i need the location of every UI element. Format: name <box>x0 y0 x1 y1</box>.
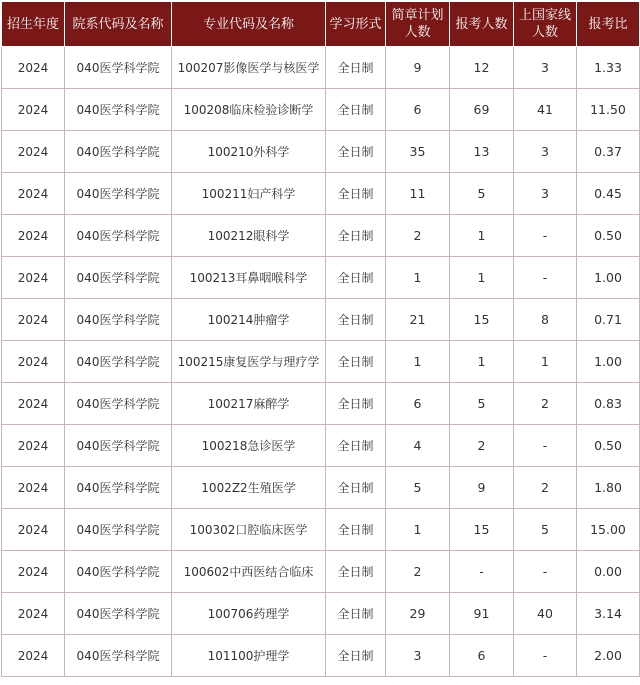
cell-applicant-count: 5 <box>450 173 514 215</box>
cell-applicant-count: 13 <box>450 131 514 173</box>
cell-study-mode: 全日制 <box>326 47 386 89</box>
cell-ratio: 1.80 <box>577 467 640 509</box>
cell-plan-count: 1 <box>386 509 450 551</box>
cell-major: 100218急诊医学 <box>172 425 326 467</box>
table-header <box>2 2 640 47</box>
cell-major: 100215康复医学与理疗学 <box>172 341 326 383</box>
cell-plan-count: 6 <box>386 383 450 425</box>
cell-department: 040医学科学院 <box>65 551 172 593</box>
cell-year: 2024 <box>2 551 65 593</box>
table-row <box>2 383 640 425</box>
table-row <box>2 89 640 131</box>
cell-year: 2024 <box>2 425 65 467</box>
cell-year: 2024 <box>2 47 65 89</box>
cell-department: 040医学科学院 <box>65 635 172 677</box>
header-plan-count <box>386 2 450 47</box>
cell-year: 2024 <box>2 89 65 131</box>
cell-plan-count: 5 <box>386 467 450 509</box>
table-row <box>2 467 640 509</box>
cell-study-mode: 全日制 <box>326 551 386 593</box>
cell-pass-count: 5 <box>514 509 577 551</box>
cell-ratio: 11.50 <box>577 89 640 131</box>
cell-study-mode: 全日制 <box>326 593 386 635</box>
cell-applicant-count: 1 <box>450 257 514 299</box>
cell-year: 2024 <box>2 131 65 173</box>
cell-pass-count: 41 <box>514 89 577 131</box>
admissions-table <box>1 1 640 677</box>
table-row <box>2 215 640 257</box>
cell-department: 040医学科学院 <box>65 425 172 467</box>
cell-department: 040医学科学院 <box>65 509 172 551</box>
cell-pass-count: - <box>514 425 577 467</box>
cell-ratio: 0.45 <box>577 173 640 215</box>
cell-year: 2024 <box>2 509 65 551</box>
cell-ratio: 0.00 <box>577 551 640 593</box>
cell-plan-count: 6 <box>386 89 450 131</box>
cell-ratio: 15.00 <box>577 509 640 551</box>
cell-major: 100208临床检验诊断学 <box>172 89 326 131</box>
cell-plan-count: 3 <box>386 635 450 677</box>
header-label: 院系代码及名称 <box>72 16 164 32</box>
cell-pass-count: - <box>514 215 577 257</box>
header-label: 上国家线 <box>518 8 571 23</box>
cell-department: 040医学科学院 <box>65 467 172 509</box>
cell-study-mode: 全日制 <box>326 467 386 509</box>
cell-plan-count: 35 <box>386 131 450 173</box>
cell-major: 100211妇产科学 <box>172 173 326 215</box>
cell-applicant-count: 9 <box>450 467 514 509</box>
cell-pass-count: 2 <box>514 467 577 509</box>
cell-applicant-count: 91 <box>450 593 514 635</box>
cell-department: 040医学科学院 <box>65 341 172 383</box>
header-label: 专业代码及名称 <box>202 16 294 32</box>
cell-plan-count: 9 <box>386 47 450 89</box>
cell-year: 2024 <box>2 341 65 383</box>
cell-pass-count: - <box>514 635 577 677</box>
cell-applicant-count: 6 <box>450 635 514 677</box>
table-row <box>2 47 640 89</box>
cell-plan-count: 29 <box>386 593 450 635</box>
cell-major: 100207影像医学与核医学 <box>172 47 326 89</box>
cell-pass-count: 8 <box>514 299 577 341</box>
cell-ratio: 0.71 <box>577 299 640 341</box>
cell-year: 2024 <box>2 173 65 215</box>
cell-study-mode: 全日制 <box>326 89 386 131</box>
cell-ratio: 0.37 <box>577 131 640 173</box>
cell-plan-count: 2 <box>386 551 450 593</box>
cell-study-mode: 全日制 <box>326 131 386 173</box>
header-label: 人数 <box>404 25 431 40</box>
header-label: 学习形式 <box>329 16 382 32</box>
table-row <box>2 257 640 299</box>
cell-year: 2024 <box>2 635 65 677</box>
cell-applicant-count: 69 <box>450 89 514 131</box>
cell-applicant-count: 1 <box>450 341 514 383</box>
cell-study-mode: 全日制 <box>326 215 386 257</box>
cell-major: 100213耳鼻咽喉科学 <box>172 257 326 299</box>
cell-year: 2024 <box>2 257 65 299</box>
cell-department: 040医学科学院 <box>65 215 172 257</box>
table-body <box>2 47 640 677</box>
cell-plan-count: 4 <box>386 425 450 467</box>
header-applicant-count <box>450 2 514 47</box>
header-pass-count <box>514 2 577 47</box>
cell-ratio: 2.00 <box>577 635 640 677</box>
cell-department: 040医学科学院 <box>65 89 172 131</box>
table-row <box>2 425 640 467</box>
cell-ratio: 1.33 <box>577 47 640 89</box>
cell-applicant-count: 2 <box>450 425 514 467</box>
cell-major: 100210外科学 <box>172 131 326 173</box>
cell-year: 2024 <box>2 467 65 509</box>
cell-department: 040医学科学院 <box>65 47 172 89</box>
cell-major: 100302口腔临床医学 <box>172 509 326 551</box>
cell-major: 100214肿瘤学 <box>172 299 326 341</box>
table-row <box>2 593 640 635</box>
header-ratio <box>577 2 640 47</box>
cell-study-mode: 全日制 <box>326 425 386 467</box>
cell-applicant-count: 12 <box>450 47 514 89</box>
cell-department: 040医学科学院 <box>65 593 172 635</box>
cell-major: 100212眼科学 <box>172 215 326 257</box>
cell-year: 2024 <box>2 383 65 425</box>
cell-ratio: 0.50 <box>577 425 640 467</box>
cell-ratio: 0.83 <box>577 383 640 425</box>
cell-study-mode: 全日制 <box>326 299 386 341</box>
table-row <box>2 299 640 341</box>
cell-plan-count: 2 <box>386 215 450 257</box>
cell-department: 040医学科学院 <box>65 299 172 341</box>
cell-department: 040医学科学院 <box>65 131 172 173</box>
header-department <box>65 2 172 47</box>
cell-study-mode: 全日制 <box>326 341 386 383</box>
cell-plan-count: 1 <box>386 257 450 299</box>
cell-pass-count: - <box>514 257 577 299</box>
cell-ratio: 0.50 <box>577 215 640 257</box>
table-row <box>2 635 640 677</box>
header-study-mode <box>326 2 386 47</box>
cell-department: 040医学科学院 <box>65 257 172 299</box>
cell-pass-count: 3 <box>514 173 577 215</box>
cell-department: 040医学科学院 <box>65 173 172 215</box>
header-label: 招生年度 <box>6 16 59 32</box>
cell-major: 1002Z2生殖医学 <box>172 467 326 509</box>
cell-study-mode: 全日制 <box>326 383 386 425</box>
cell-major: 100706药理学 <box>172 593 326 635</box>
header-label: 简章计划 <box>391 8 444 23</box>
cell-ratio: 3.14 <box>577 593 640 635</box>
cell-year: 2024 <box>2 299 65 341</box>
header-label: 报考比 <box>588 16 628 32</box>
cell-major: 100602中西医结合临床 <box>172 551 326 593</box>
cell-year: 2024 <box>2 215 65 257</box>
cell-pass-count: 1 <box>514 341 577 383</box>
table-row <box>2 551 640 593</box>
cell-major: 100217麻醉学 <box>172 383 326 425</box>
header-label: 报考人数 <box>455 16 508 32</box>
table-row <box>2 509 640 551</box>
cell-applicant-count: 15 <box>450 299 514 341</box>
cell-study-mode: 全日制 <box>326 173 386 215</box>
table-row <box>2 131 640 173</box>
cell-study-mode: 全日制 <box>326 257 386 299</box>
cell-pass-count: 40 <box>514 593 577 635</box>
cell-plan-count: 21 <box>386 299 450 341</box>
cell-pass-count: 3 <box>514 131 577 173</box>
cell-applicant-count: 5 <box>450 383 514 425</box>
cell-applicant-count: 1 <box>450 215 514 257</box>
cell-department: 040医学科学院 <box>65 383 172 425</box>
cell-study-mode: 全日制 <box>326 509 386 551</box>
header-row <box>2 2 640 47</box>
cell-study-mode: 全日制 <box>326 635 386 677</box>
cell-ratio: 1.00 <box>577 341 640 383</box>
cell-major: 101100护理学 <box>172 635 326 677</box>
header-year <box>2 2 65 47</box>
table-row <box>2 341 640 383</box>
cell-pass-count: 2 <box>514 383 577 425</box>
table-row <box>2 173 640 215</box>
header-label: 人数 <box>531 25 558 40</box>
cell-pass-count: 3 <box>514 47 577 89</box>
cell-plan-count: 1 <box>386 341 450 383</box>
cell-ratio: 1.00 <box>577 257 640 299</box>
cell-applicant-count: - <box>450 551 514 593</box>
header-major <box>172 2 326 47</box>
cell-applicant-count: 15 <box>450 509 514 551</box>
cell-plan-count: 11 <box>386 173 450 215</box>
cell-pass-count: - <box>514 551 577 593</box>
cell-year: 2024 <box>2 593 65 635</box>
